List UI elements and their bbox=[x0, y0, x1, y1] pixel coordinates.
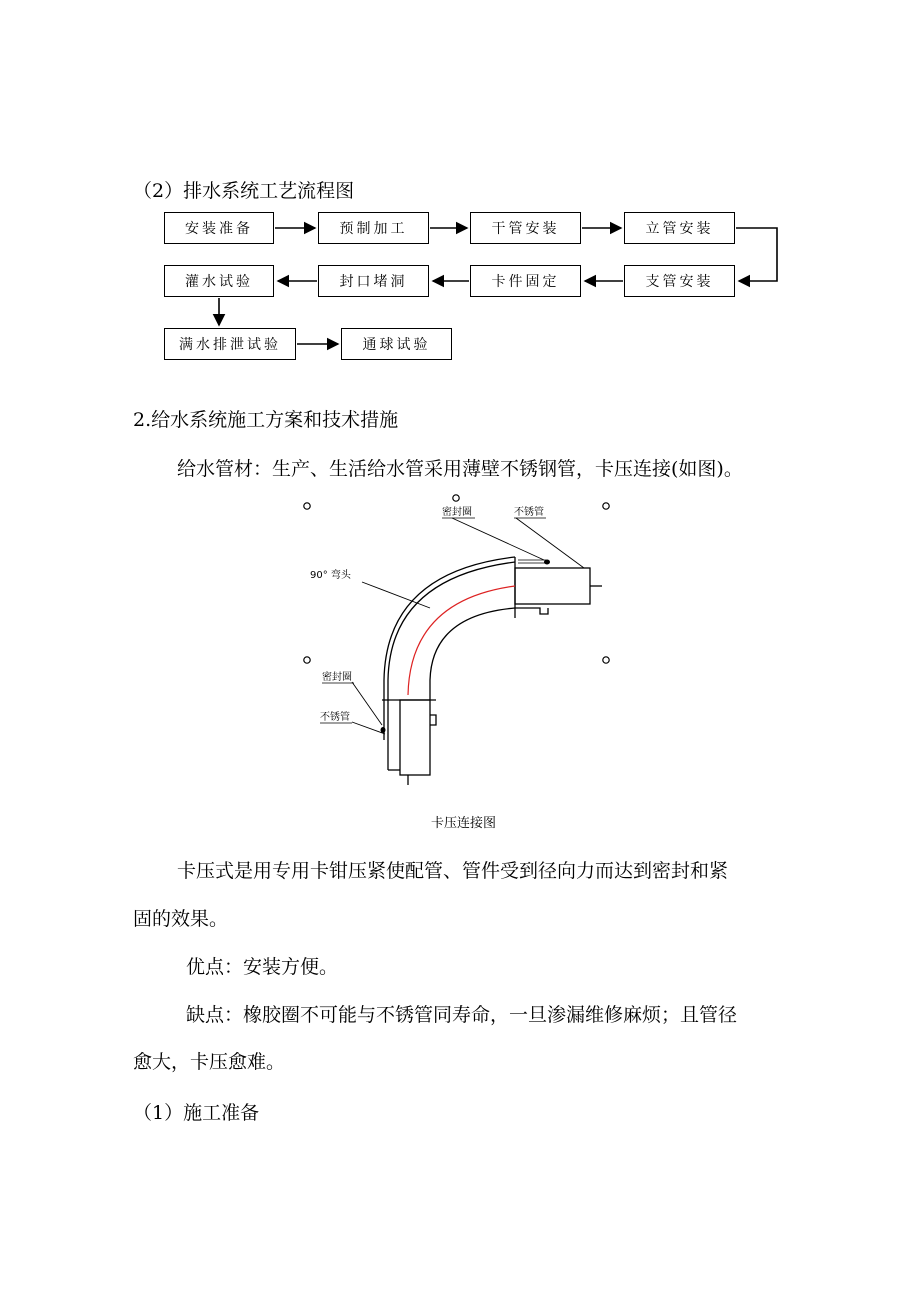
diagram-caption: 卡压连接图 bbox=[431, 816, 497, 831]
label-seal-top: 密封圈 bbox=[442, 507, 472, 518]
flow-step-install-prep: 安装准备 bbox=[164, 212, 274, 244]
description-line-1: 卡压式是用专用卡钳压紧使配管、管件受到径向力而达到密封和紧 bbox=[177, 860, 729, 882]
press-fit-elbow-diagram bbox=[290, 490, 630, 790]
flow-step-full-water-drain-test: 满水排泄试验 bbox=[164, 328, 296, 360]
arrow-4-5 bbox=[736, 228, 777, 281]
flow-step-ball-test: 通球试验 bbox=[341, 328, 452, 360]
flow-step-clamp-fix: 卡件固定 bbox=[470, 265, 581, 297]
flow-step-branch-pipe: 支管安装 bbox=[624, 265, 735, 297]
label-pipe-top: 不锈管 bbox=[514, 507, 544, 518]
section-heading-water-supply: 2.给水系统施工方案和技术措施 bbox=[133, 409, 399, 431]
label-elbow: 90° 弯头 bbox=[310, 570, 351, 581]
flow-step-main-pipe: 干管安装 bbox=[470, 212, 581, 244]
flow-step-riser: 立管安装 bbox=[624, 212, 735, 244]
seal-gasket-bottom bbox=[381, 727, 386, 733]
handle-tc bbox=[453, 495, 459, 501]
center-line bbox=[408, 586, 515, 695]
label-seal-left: 密封圈 bbox=[322, 672, 352, 683]
flow-step-prefab: 预制加工 bbox=[318, 212, 429, 244]
handle-tr bbox=[603, 503, 609, 509]
handle-tl bbox=[304, 503, 310, 509]
advantage-text: 优点：安装方便。 bbox=[186, 956, 339, 978]
handle-mr bbox=[603, 657, 609, 663]
material-paragraph: 给水管材：生产、生活给水管采用薄壁不锈钢管，卡压连接(如图)。 bbox=[177, 458, 743, 480]
flow-step-water-test: 灌水试验 bbox=[164, 265, 274, 297]
description-line-2: 固的效果。 bbox=[133, 908, 229, 930]
flowchart-arrows bbox=[0, 0, 920, 400]
handle-ml bbox=[304, 657, 310, 663]
section-heading-construction-prep: （1）施工准备 bbox=[133, 1102, 260, 1124]
flow-step-seal-hole: 封口堵洞 bbox=[318, 265, 429, 297]
disadvantage-line-2: 愈大，卡压愈难。 bbox=[133, 1051, 286, 1073]
section-heading-drainage-flow: （2）排水系统工艺流程图 bbox=[133, 180, 355, 202]
disadvantage-line-1: 缺点：橡胶圈不可能与不锈管同寿命，一旦渗漏维修麻烦；且管径 bbox=[186, 1004, 738, 1026]
label-pipe-left: 不锈管 bbox=[320, 712, 350, 723]
